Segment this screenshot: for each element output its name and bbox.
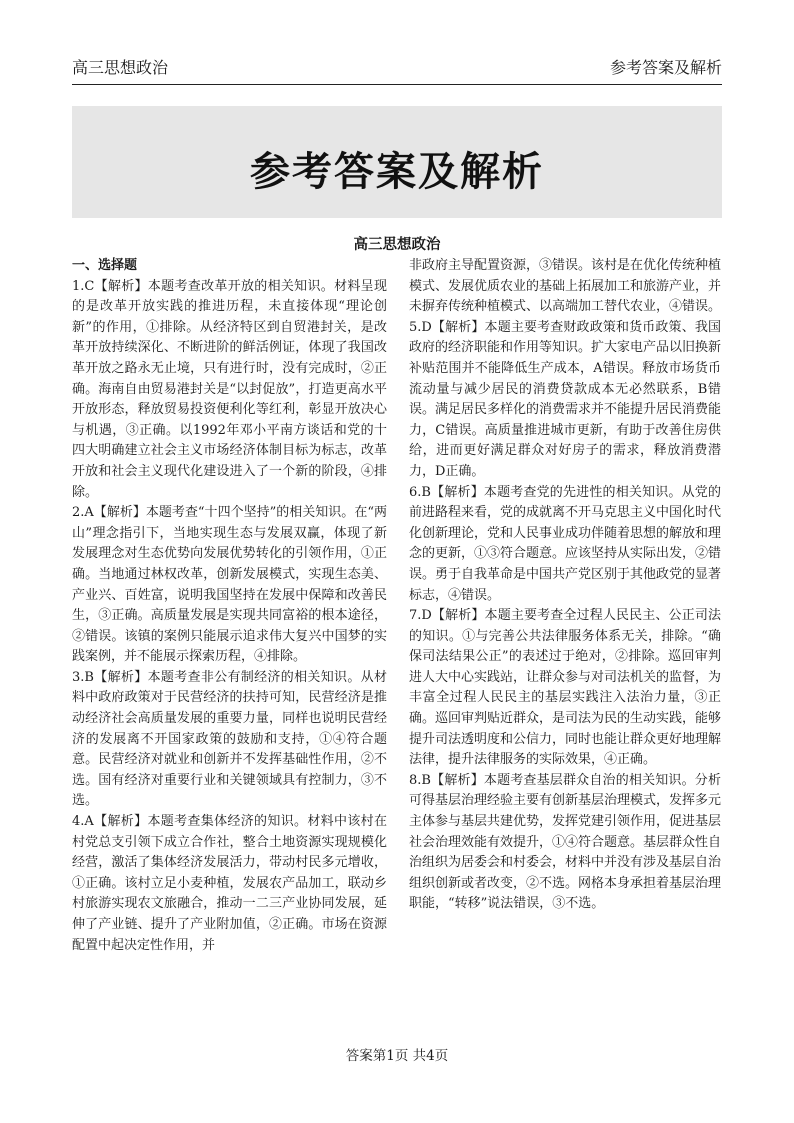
answer-text: 本题考查“十四个坚持”的相关知识。在“两山”理念指引下，当地实现生态与发展双赢，体现了新发展理念对生态优势向发展优势转化的引领作用，①正确。当地通过林权改革，创新发展模式，实现生态美、产业兴、百姓富，说明我国坚持在发展中保障和改善民生，③正确。高质量发展是实现共同富裕的根本途径，②错误。该镇的案例只能展示追求伟大复兴中国梦的实践案例，并不能展示探索历程，④排除。 <box>72 505 387 665</box>
answer-text-continued: 非政府主导配置资源，③错误。该村是在优化传统种植模式、发展优质农业的基础上拓展加工和旅游产业，并未摒弃传统种植模式、以高端加工替代农业，④错误。 <box>409 258 722 315</box>
analysis-tag: 【解析】 <box>431 319 485 335</box>
answer-number: 2.A <box>72 505 94 521</box>
answer-item <box>409 318 721 483</box>
header-divider <box>72 84 722 85</box>
answer-item <box>409 771 721 915</box>
answer-item <box>72 668 387 812</box>
answer-item <box>72 503 387 668</box>
answer-text: 本题主要考查全过程人民民主、公正司法的知识。①与完善公共法律服务体系无关，排除。“确保司法结果公正”的表述过于绝对，②排除。巡回审判进人大中心实践站，让群众参与对司法机关的监督，为丰富全过程人民民主的基层实践注入法治力量，③正确。巡回审判贴近群众，是司法为民的生动实践，能够提升司法透明度和公信力，同时也能让群众更好地理解法律，提升法律服务的实际效果，④正确。 <box>409 608 722 768</box>
answer-text: 本题考查非公有制经济的相关知识。从材料中政府政策对于民营经济的扶持可知，民营经济是推动经济社会高质量发展的重要力量，同样也说明民营经济的发展离不开国家政策的鼓励和支持，①④符合题意。民营经济对就业和创新并不发挥基础性作用，②不选。国有经济对重要行业和关键领域具有控制力，③不选。 <box>72 669 387 809</box>
analysis-tag: 【解析】 <box>93 505 146 521</box>
answer-number: 5.D <box>409 319 432 335</box>
answer-text: 本题考查集体经济的知识。材料中该村在村党总支引领下成立合作社，整合土地资源实现规模化经营，激活了集体经济发展活力，带动村民多元增收，①正确。该村立足小麦种植，发展农产品加工，联动乡村旅游实现农文旅融合，推动一二三产业协同发展，延伸了产业链、提升了产业附加值，②正确。市场在资源配置中起决定性作用，并 <box>72 814 387 953</box>
header-doc-title: 参考答案及解析 <box>609 58 722 77</box>
subject-heading: 高三思想政治 <box>353 236 441 253</box>
answer-number: 8.B <box>409 772 431 788</box>
page-footer: 答案第1页 共4页 <box>345 1048 449 1064</box>
page-title: 参考答案及解析 <box>250 148 544 195</box>
column-left <box>72 256 387 956</box>
analysis-tag: 【解析】 <box>431 608 485 624</box>
answer-number: 6.B <box>409 484 431 500</box>
analysis-tag: 【解析】 <box>93 669 148 685</box>
answer-item-continued <box>409 256 721 318</box>
answer-text: 本题考查基层群众自治的相关知识。分析可得基层治理经验主要有创新基层治理模式，发挥多元主体参与基层共建优势，发挥党建引领作用，促进基层社会治理效能有效提升，①④符合题意。基层群众性自治组织为居委会和村委会，材料中并没有涉及基层自治组织创新或者改变，②不选。网格本身承担着基层治理职能，“转移”说法错误，③不选。 <box>409 772 722 912</box>
answer-item <box>409 606 721 771</box>
answer-item <box>72 277 387 504</box>
title-banner <box>72 106 722 218</box>
analysis-tag: 【解析】 <box>430 484 484 500</box>
header-subject: 高三思想政治 <box>72 58 169 77</box>
answer-text: 本题主要考查财政政策和货币政策、我国政府的经济职能和作用等知识。扩大家电产品以旧换新补贴范围并不能降低生产成本，A错误。释放市场货币流动量与减少居民的消费贷款成本无必然联系，B错误。满足居民多样化的消费需求并不能提升居民消费能力，C错误。高质量推进城市更新，有助于改善住房供给，进而更好满足群众对好房子的需求，释放消费潜力，D正确。 <box>409 319 722 479</box>
column-right <box>409 256 721 915</box>
answer-number: 3.B <box>72 669 94 685</box>
answer-number: 7.D <box>409 608 432 624</box>
answer-number: 1.C <box>72 278 95 294</box>
answer-text: 本题考查党的先进性的相关知识。从党的前进路程来看，党的成就离不开马克思主义中国化时代化创新理论，党和人民事业成功伴随着思想的解放和理念的更新，①③符合题意。应该坚持从实际出发，②错误。勇于自我革命是中国共产党区别于其他政党的显著标志，④错误。 <box>409 484 722 603</box>
analysis-tag: 【解析】 <box>93 814 148 830</box>
answer-text: 本题考查改革开放的相关知识。材料呈现的是改革开放实践的推进历程，未直接体现“理论创新”的作用，①排除。从经济特区到自贸港封关，是改革开放持续深化、不断进阶的鲜活例证，体现了我国改革开放之路永无止境，只有进行时，没有完成时，②正确。海南自由贸易港封关是“以封促放”，打造更高水平开放形态，释放贸易投资便利化等红利，彰显开放决心与机遇，③正确。以1992年邓小平南方谈话和党的十四大明确建立社会主义市场经济体制目标为标志，改革开放和社会主义现代化建设进入了一个新的阶段，④排除。 <box>72 278 387 500</box>
answer-number: 4.A <box>72 814 94 830</box>
section-heading: 一、选择题 <box>72 258 138 273</box>
analysis-tag: 【解析】 <box>94 278 148 294</box>
analysis-tag: 【解析】 <box>430 772 484 788</box>
answer-item <box>409 483 721 607</box>
answer-item <box>72 812 387 956</box>
